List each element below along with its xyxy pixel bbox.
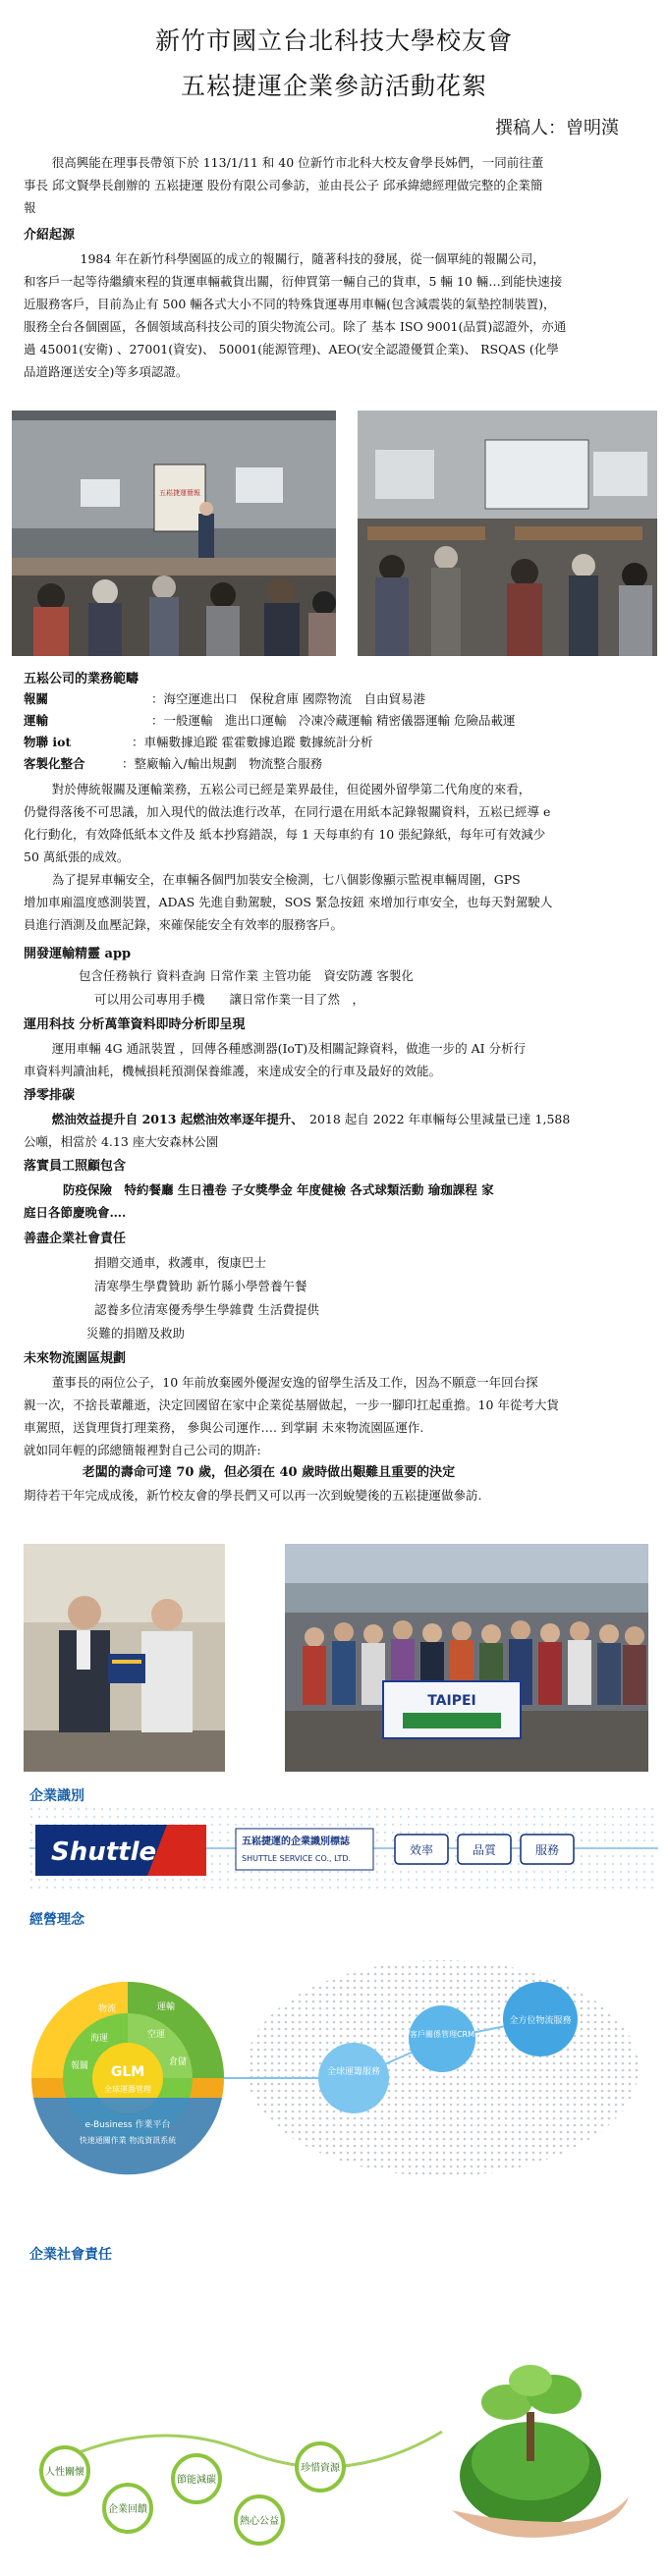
- passage-line: 50 萬紙張的成效。: [24, 850, 130, 864]
- ring-label: 海運: [90, 2034, 109, 2044]
- ring-label: 空運: [147, 2030, 166, 2040]
- value-quality: 品質: [472, 1843, 497, 1857]
- photo-meeting-room: [358, 411, 657, 656]
- business-heading: 五崧公司的業務範疇: [24, 672, 139, 686]
- origin-line: 服務全台各個園區，各個領域高科技公司的頂尖物流公司。除了 基本 ISO 9001(品質)認證外，亦通: [24, 319, 567, 334]
- passage-line: 化行動化，有效降低紙本文件及 紙本抄寫錯誤，每 1 天每車約有 10 張紀錄紙，每年可有效減少: [24, 827, 546, 842]
- business-row-iot: [24, 733, 372, 752]
- tech-line: 運用車輛 4G 通訊裝置 ，回傳各種感測器(IoT)及相關記錄資料，做進一步的 AI 分析行: [51, 1041, 527, 1056]
- future-line: 車駕照，送貨理貨打理業務， 參與公司運作…. 到掌嗣 未來物流園區運作.: [24, 1420, 424, 1435]
- tech-line: 車資料判讀油耗，機械損耗預測保養維護，來達成安全的行車及最好的效能。: [24, 1064, 442, 1078]
- passage-line: 仍覺得落後不可思議，加入現代的做法進行改革，在同行還在用紙本記錄報關資料，五崧已經導 e: [24, 804, 551, 819]
- csr-item: 清寒學生學費贊助 新竹縣小學營養午餐: [94, 1279, 307, 1293]
- ring-label: 運輸: [157, 2002, 176, 2012]
- slide-text: 五崧捷運簡報: [159, 489, 200, 497]
- business-row-transport: [24, 711, 515, 731]
- origin-line: 和客戶一起等待繼續來程的貨運車輛載貨出關，衍伸買第一輛自己的貨車，5 輛 10 輛…到能快速接: [24, 274, 563, 289]
- tech-heading: 運用科技 分析萬筆資料即時分析即呈現: [24, 1017, 246, 1032]
- identity-system-sub: SHUTTLE SERVICE CO., LTD.: [242, 1854, 352, 1863]
- bubble-global: 全球運籌服務: [326, 2067, 381, 2077]
- welfare-line: 防疫保險 特約餐廳 生日禮卷 子女獎學金 年度健檢 各式球類活動 瑜珈課程 家: [63, 1182, 494, 1197]
- future-quote: 老闆的壽命可達 70 歲，但必須在 40 歲時做出艱難且重要的決定: [82, 1465, 456, 1480]
- tech-paragraph: [24, 1037, 642, 1082]
- bubble-crm: 客戶關係管理CRM: [409, 2030, 475, 2039]
- app-line1: 包含任務執行 資料查詢 日常作業 主管功能 資安防護 客製化: [79, 968, 414, 983]
- future-closing: 期待若干年完成成後，新竹校友會的學長們又可以再一次到蛻變後的五崧捷運做參訪.: [24, 1488, 482, 1503]
- future-line: 董事長的兩位公子，10 年前放棄國外優渥安逸的留學生活及工作，因為不願意一年回台探: [51, 1375, 538, 1390]
- green-paragraph: [24, 1108, 642, 1153]
- bubble-care: 人性關懷: [45, 2467, 84, 2478]
- author-byline: 撰稿人：曾明漢: [495, 118, 619, 138]
- business-text: ：海空運進出口 保稅倉庫 國際物流 自由貿易港: [151, 691, 425, 706]
- bubble-feedback: 企業回饋: [108, 2504, 147, 2515]
- outer-line2: 快速通關作業 物流資訊系統: [79, 2136, 177, 2145]
- business-text: ：整廠輸入/輸出規劃 物流整合服務: [122, 756, 323, 771]
- business-label: 客製化整合: [24, 756, 85, 771]
- business-row-integration: [24, 754, 322, 774]
- photo-gift-presentation: [24, 1544, 225, 1772]
- origin-line: 1984 年在新竹科學園區的成立的報關行，隨著科技的發展，從一個單純的報關公司，: [80, 251, 545, 266]
- origin-paragraph: [24, 247, 642, 383]
- green-rest: 2018 起自 2022 年車輛每公里減量已達 1,588: [297, 1112, 571, 1126]
- business-label: 報關: [24, 691, 49, 706]
- future-heading: 未來物流園區規劃: [24, 1351, 127, 1366]
- origin-line: 品道路運送安全)等多項認證。: [24, 364, 189, 379]
- business-text: ：一般運輸 進出口運輸 冷凍冷藏運輸 精密儀器運輸 危險品載運: [151, 713, 516, 728]
- value-efficiency: 效率: [409, 1843, 434, 1857]
- identity-system-title: 五崧捷運的企業識別標誌: [242, 1836, 350, 1847]
- bubble-carbon: 節能減碳: [177, 2475, 216, 2486]
- passage-improvement: [24, 778, 642, 936]
- csr-heading: 善盡企業社會責任: [24, 1232, 127, 1246]
- bubble-full: 全方位物流服務: [509, 2016, 572, 2026]
- article-title-line2: 五崧捷運企業參訪活動花絮: [180, 72, 487, 100]
- glm-sub: 全球運籌管理: [104, 2085, 151, 2094]
- intro-line1: 很高興能在理事長帶領下於 113/1/11 和 40 位新竹市北科大校友會學長姊們，一同前往董: [51, 155, 544, 170]
- business-text: ：車輛數據追蹤 霍霍數據追蹤 數據統計分析: [132, 735, 373, 749]
- app-line2: 可以用公司專用手機 讓日常作業一目了然 ，: [94, 992, 365, 1007]
- ring-label: 倉儲: [169, 2057, 188, 2067]
- social-graphic: [29, 2265, 648, 2559]
- photo-group: [285, 1544, 648, 1772]
- origin-line: 近服務客戶，目前為止有 500 輛各式大小不同的特殊貨運專用車輛(包含減震裝的氣墊控制裝置)，: [24, 297, 556, 311]
- app-heading: 開發運輸精靈 app: [24, 947, 132, 961]
- identity-heading: 企業識別: [29, 1788, 84, 1804]
- identity-graphic: [29, 1807, 658, 1891]
- passage-line: 員進行酒測及血壓記錄，來確保能安全有效率的服務客戶。: [24, 917, 344, 932]
- welfare-paragraph: [24, 1178, 642, 1224]
- social-heading: 企業社會責任: [29, 2247, 112, 2263]
- intro-line3: 報: [24, 200, 36, 215]
- csr-item: 災難的捐贈及救助: [86, 1326, 186, 1341]
- green-line2: 公噸，相當於 4.13 座大安森林公園: [24, 1134, 219, 1149]
- banner-text: TAIPEI: [427, 1693, 476, 1709]
- outer-line1: e-Business 作業平台: [84, 2120, 171, 2130]
- bubble-resources: 珍惜資源: [301, 2463, 340, 2474]
- future-paragraph: [24, 1371, 642, 1507]
- shuttle-logo: Shuttle: [51, 1837, 157, 1867]
- ring-label: 報關: [71, 2061, 89, 2071]
- glm-label: GLM: [110, 2064, 145, 2080]
- origin-heading: 介紹起源: [24, 228, 76, 243]
- csr-item: 認養多位清寒優秀學生學雜費 生活費提供: [94, 1302, 319, 1317]
- csr-item: 捐贈交通車，救護車，復康巴士: [94, 1255, 267, 1270]
- philosophy-graphic: [29, 1931, 648, 2225]
- bubble-charity: 熱心公益: [240, 2516, 279, 2527]
- ring-label: 物流: [98, 2004, 117, 2014]
- business-label: 物聯 iot: [24, 735, 72, 749]
- green-highlight: 燃油效益提升自 2013 起燃油效率逐年提升、: [51, 1112, 298, 1126]
- welfare-line: 庭日各節慶晚會….: [24, 1205, 127, 1220]
- article-title-line1: 新竹市國立台北科技大學校友會: [154, 27, 513, 55]
- origin-line: 過 45001(安衛) 、27001(資安)、 50001(能源管理)、AEO(安全認證優質企業)、 RSQAS (化學: [24, 342, 559, 356]
- photo-briefing-slide: [12, 411, 336, 656]
- intro-line2: 事長 邱文賢學長創辦的 五崧捷運 股份有限公司參訪，並由長公子 邱承緯總經理做完整的企業簡: [24, 178, 543, 192]
- passage-line: 增加車廂溫度感測裝置，ADAS 先進自動駕駛，SOS 緊急按鈕 來增加行車安全，也每天對駕駛人: [24, 895, 553, 909]
- future-line: 就如同年輕的邱總簡報裡對自己公司的期許:: [24, 1443, 261, 1457]
- value-service: 服務: [534, 1843, 560, 1857]
- green-heading: 淨零排碳: [24, 1088, 76, 1103]
- business-label: 運輸: [24, 713, 49, 728]
- future-line: 親一次，不捨長輩離逝，決定回國留在家中企業從基層做起，一步一腳印扛起重擔。10 年從考大貨: [24, 1398, 559, 1412]
- green-line1: [24, 1108, 642, 1130]
- welfare-heading: 落實員工照顧包含: [24, 1159, 127, 1174]
- passage-line: 為了提昇車輛安全，在車輛各個門加裝安全檢測，七八個影像顯示監視車輛周圍，GPS: [51, 872, 521, 887]
- business-row-customs: [24, 689, 425, 709]
- passage-line: 對於傳統報關及運輸業務，五崧公司已經是業界最佳，但從國外留學第二代角度的來看，: [51, 782, 531, 796]
- philosophy-heading: 經營理念: [29, 1912, 84, 1928]
